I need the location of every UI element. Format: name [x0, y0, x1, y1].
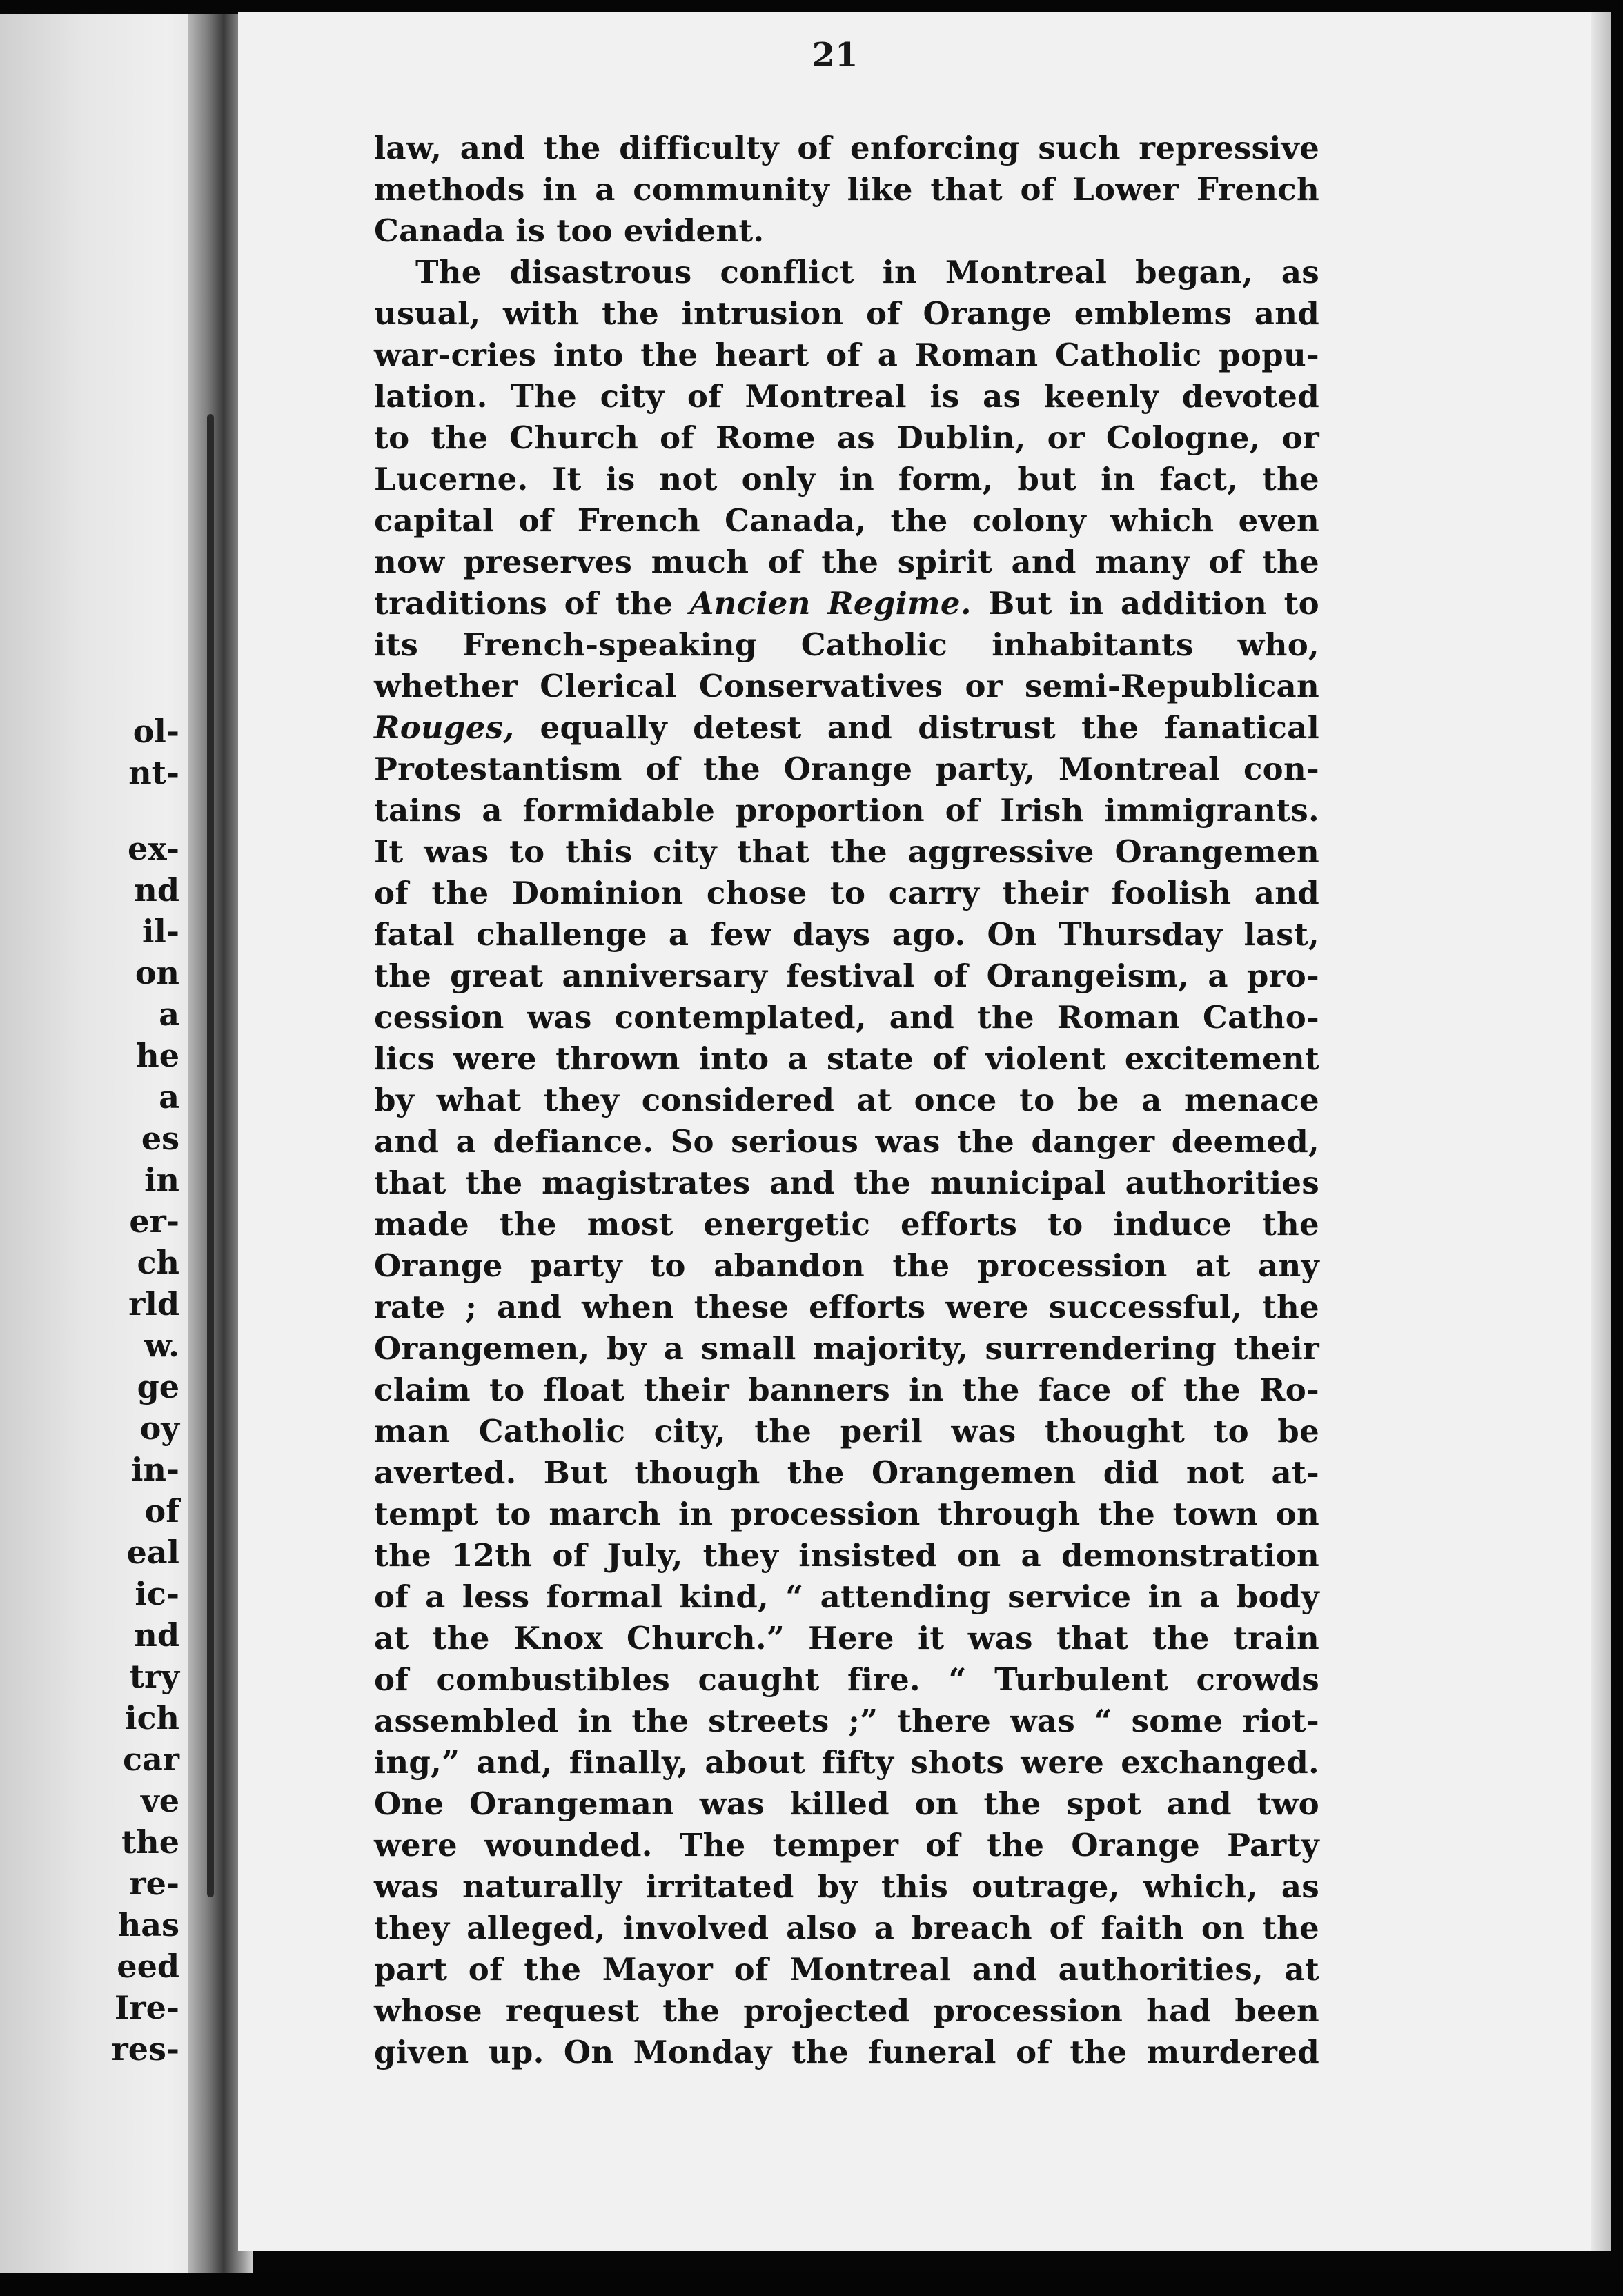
text-line: tempt to march in procession through the town on	[374, 1496, 1319, 1532]
fragment-line: rld	[128, 1285, 179, 1323]
text-line: claim to float their banners in the face of the Ro-	[374, 1372, 1319, 1408]
fragment-line: in	[144, 1161, 179, 1198]
text-line: tains a formidable proportion of Irish immigrants.	[374, 792, 1319, 829]
fragment-line: has	[117, 1906, 179, 1943]
text-line: part of the Mayor of Montreal and authorities, at	[374, 1951, 1319, 1988]
fragment-line: es	[141, 1120, 179, 1157]
text-line: given up. On Monday the funeral of the murdered	[374, 2034, 1319, 2070]
text-line: its French-speaking Catholic inhabitants who,	[374, 626, 1319, 663]
text-line: to the Church of Rome as Dublin, or Cologne, or	[374, 419, 1319, 456]
text-line: rate ; and when these efforts were successful, the	[374, 1289, 1319, 1325]
text-line: at the Knox Church.” Here it was that the train	[374, 1620, 1319, 1656]
gutter-shadow	[207, 414, 214, 1897]
text-line: methods in a community like that of Lower French	[374, 171, 1319, 208]
text-line: The disastrous conflict in Montreal began, as	[415, 254, 1319, 290]
fragment-line: er-	[129, 1203, 179, 1240]
text-line: fatal challenge a few days ago. On Thursday last,	[374, 916, 1319, 953]
body-text	[374, 128, 1319, 2156]
fragment-line: res-	[111, 2030, 179, 2068]
fragment-line: a	[159, 996, 179, 1033]
fragment-line: ge	[137, 1368, 179, 1405]
text-line	[374, 2115, 1319, 2156]
text-line: averted. But though the Orangemen did not at-	[374, 1454, 1319, 1491]
italic-text: Ancien Regime.	[689, 585, 972, 622]
fragment-line: ex-	[128, 830, 179, 867]
text-line: lics were thrown into a state of violent excitement	[374, 1040, 1319, 1077]
fragment-line: ch	[137, 1244, 179, 1281]
text-line: Protestantism of the Orange party, Montreal con-	[374, 751, 1319, 787]
fragment-line: he	[136, 1037, 179, 1074]
text-run: traditions of the	[374, 585, 690, 622]
text-line: whose request the projected procession had been	[374, 1992, 1319, 2029]
fragment-line: the	[121, 1823, 179, 1861]
page-edge	[1591, 12, 1611, 2251]
page-number: 21	[812, 36, 858, 75]
text-line: whether Clerical Conservatives or semi-Republican	[374, 668, 1319, 704]
fragment-line: re-	[129, 1865, 179, 1902]
fragment-line: of	[144, 1492, 179, 1530]
text-line: of a less formal kind, “ attending service in a body	[374, 1578, 1319, 1615]
fragment-line: nd	[134, 871, 179, 909]
scan-border	[0, 2273, 1623, 2296]
fragment-line: w.	[144, 1327, 179, 1364]
fragment-line: a	[159, 1078, 179, 1116]
text-line: now preserves much of the spirit and many of the	[374, 544, 1319, 580]
text-line: Lucerne. It is not only in form, but in fact, the	[374, 461, 1319, 497]
text-line: Orangemen, by a small majority, surrendering their	[374, 1330, 1319, 1367]
text-line: It was to this city that the aggressive Orangemen	[374, 833, 1319, 870]
text-line: by what they considered at once to be a menace	[374, 1082, 1319, 1118]
fragment-line: ol-	[132, 713, 179, 750]
italic-text: Rouges,	[374, 709, 515, 746]
fragment-line: try	[129, 1658, 179, 1695]
text-line: ing,” and, finally, about fifty shots were exchanged.	[374, 1744, 1319, 1781]
text-line: they alleged, involved also a breach of faith on the	[374, 1910, 1319, 1946]
text-line: were wounded. The temper of the Orange Party	[374, 1827, 1319, 1863]
text-run: equally detest and distrust the fanatical	[514, 709, 1319, 746]
text-line: the 12th of July, they insisted on a demonstration	[374, 1537, 1319, 1574]
text-line: assembled in the streets ;” there was “ some riot-	[374, 1703, 1319, 1739]
text-line: lation. The city of Montreal is as keenly devoted	[374, 378, 1319, 415]
text-line: the great anniversary festival of Orangeism, a pro-	[374, 958, 1319, 994]
fragment-line: Ire-	[114, 1989, 179, 2026]
fragment-line: ve	[141, 1782, 179, 1819]
fragment-line: nd	[134, 1616, 179, 1654]
text-line: made the most energetic efforts to induce the	[374, 1206, 1319, 1243]
text-line: usual, with the intrusion of Orange emblems and	[374, 295, 1319, 332]
text-line	[374, 707, 1319, 749]
fragment-line: car	[122, 1741, 179, 1778]
fragment-line: on	[135, 954, 179, 991]
text-line: was naturally irritated by this outrage, which, as	[374, 1868, 1319, 1905]
facing-page-text-fragments	[0, 0, 179, 2296]
text-line: that the magistrates and the municipal authorities	[374, 1165, 1319, 1201]
text-line: of combustibles caught fire. “ Turbulent crowds	[374, 1661, 1319, 1698]
text-line	[374, 583, 1319, 624]
fragment-line: nt-	[128, 754, 179, 791]
text-line: war-cries into the heart of a Roman Catholic popu-	[374, 337, 1319, 373]
text-line: and a defiance. So serious was the danger deemed,	[374, 1123, 1319, 1160]
fragment-line: in-	[130, 1451, 179, 1488]
fragment-line: ic-	[135, 1575, 179, 1612]
text-line: man Catholic city, the peril was thought to be	[374, 1413, 1319, 1449]
text-run: But in addition to	[971, 585, 1319, 622]
text-line: capital of French Canada, the colony which even	[374, 502, 1319, 539]
fragment-line: oy	[139, 1409, 179, 1447]
text-line: law, and the difficulty of enforcing such repressive	[374, 130, 1319, 166]
text-line: Canada is too evident.	[374, 212, 765, 249]
text-line: cession was contemplated, and the Roman Catho-	[374, 999, 1319, 1036]
fragment-line: eal	[126, 1534, 179, 1571]
fragment-line: eed	[117, 1948, 179, 1985]
text-line	[374, 2073, 1319, 2115]
fragment-line: ich	[125, 1699, 179, 1736]
text-line: of the Dominion chose to carry their foolish and	[374, 875, 1319, 911]
text-line: One Orangeman was killed on the spot and two	[374, 1785, 1319, 1822]
fragment-line: il-	[141, 913, 179, 950]
text-line: Orange party to abandon the procession at any	[374, 1247, 1319, 1284]
